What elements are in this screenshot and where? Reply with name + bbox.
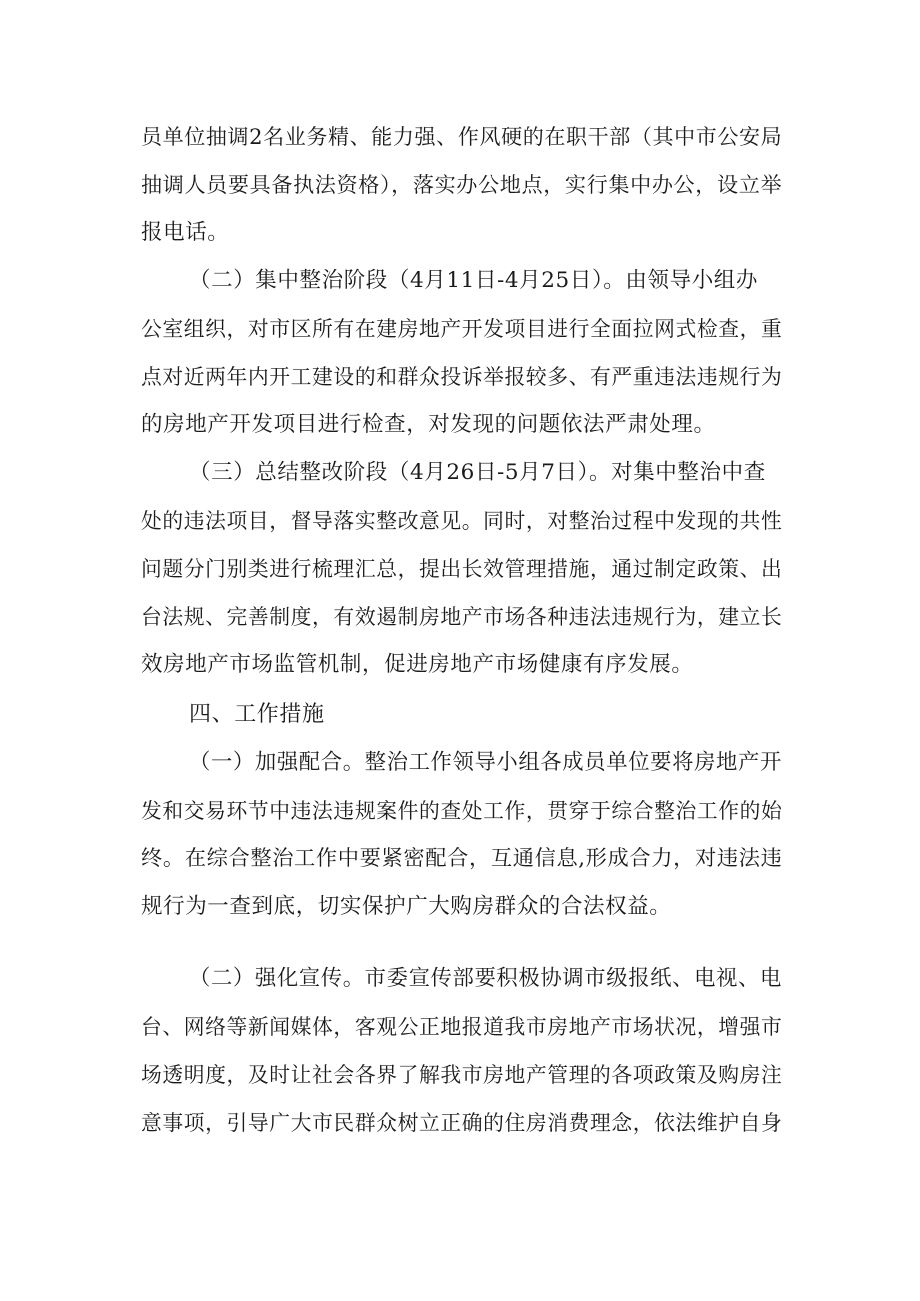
paragraph-line: （二）集中整治阶段（4月11日-4月25日）。由领导小组办 <box>189 268 758 293</box>
paragraph-line: 意事项，引导广大市民群众树立正确的住房消费理念，依法维护自身 <box>141 1111 783 1135</box>
paragraph-line: 处的违法项目，督导落实整改意见。同时，对整治过程中发现的共性 <box>141 509 783 533</box>
paragraph-line: （二）强化宣传。市委宣传部要积极协调市级报纸、电视、电 <box>189 966 782 991</box>
paragraph-line: 公室组织，对市区所有在建房地产开发项目进行全面拉网式检查，重 <box>141 317 783 341</box>
paragraph-line: （三）总结整改阶段（4月26日-5月7日）。对集中整治中查 <box>189 460 766 485</box>
paragraph-line: 的房地产开发项目进行检查，对发现的问题依法严肃处理。 <box>141 412 716 437</box>
paragraph-line: 报电话。 <box>141 220 230 245</box>
paragraph-line: 台、网络等新闻媒体，客观公正地报道我市房地产市场状况，增强市 <box>141 1015 783 1039</box>
section-heading: 四、工作措施 <box>189 702 325 727</box>
paragraph-line: 场透明度，及时让社会各界了解我市房地产管理的各项政策及购房注 <box>141 1063 783 1087</box>
paragraph-line: 发和交易环节中违法违规案件的查处工作，贯穿于综合整治工作的始 <box>141 799 783 823</box>
paragraph-line: 终。在综合整治工作中要紧密配合，互通信息,形成合力，对违法违 <box>141 846 783 871</box>
paragraph-line: 抽调人员要具备执法资格），落实办公地点，实行集中办公，设立举 <box>141 172 783 197</box>
paragraph-line: 员单位抽调2名业务精、能力强、作风硬的在职干部（其中市公安局 <box>141 124 783 149</box>
paragraph-line: （一）加强配合。整治工作领导小组各成员单位要将房地产开 <box>189 750 782 775</box>
paragraph-line: 问题分门别类进行梳理汇总，提出长效管理措施，通过制定政策、出 <box>141 557 783 581</box>
paragraph-line: 效房地产市场监管机制，促进房地产市场健康有序发展。 <box>141 652 694 677</box>
paragraph-line: 台法规、完善制度，有效遏制房地产市场各种违法违规行为，建立长 <box>141 605 783 629</box>
paragraph-line: 规行为一查到底，切实保护广大购房群众的合法权益。 <box>141 894 672 919</box>
paragraph-line: 点对近两年内开工建设的和群众投诉举报较多、有严重违法违规行为 <box>141 365 783 389</box>
